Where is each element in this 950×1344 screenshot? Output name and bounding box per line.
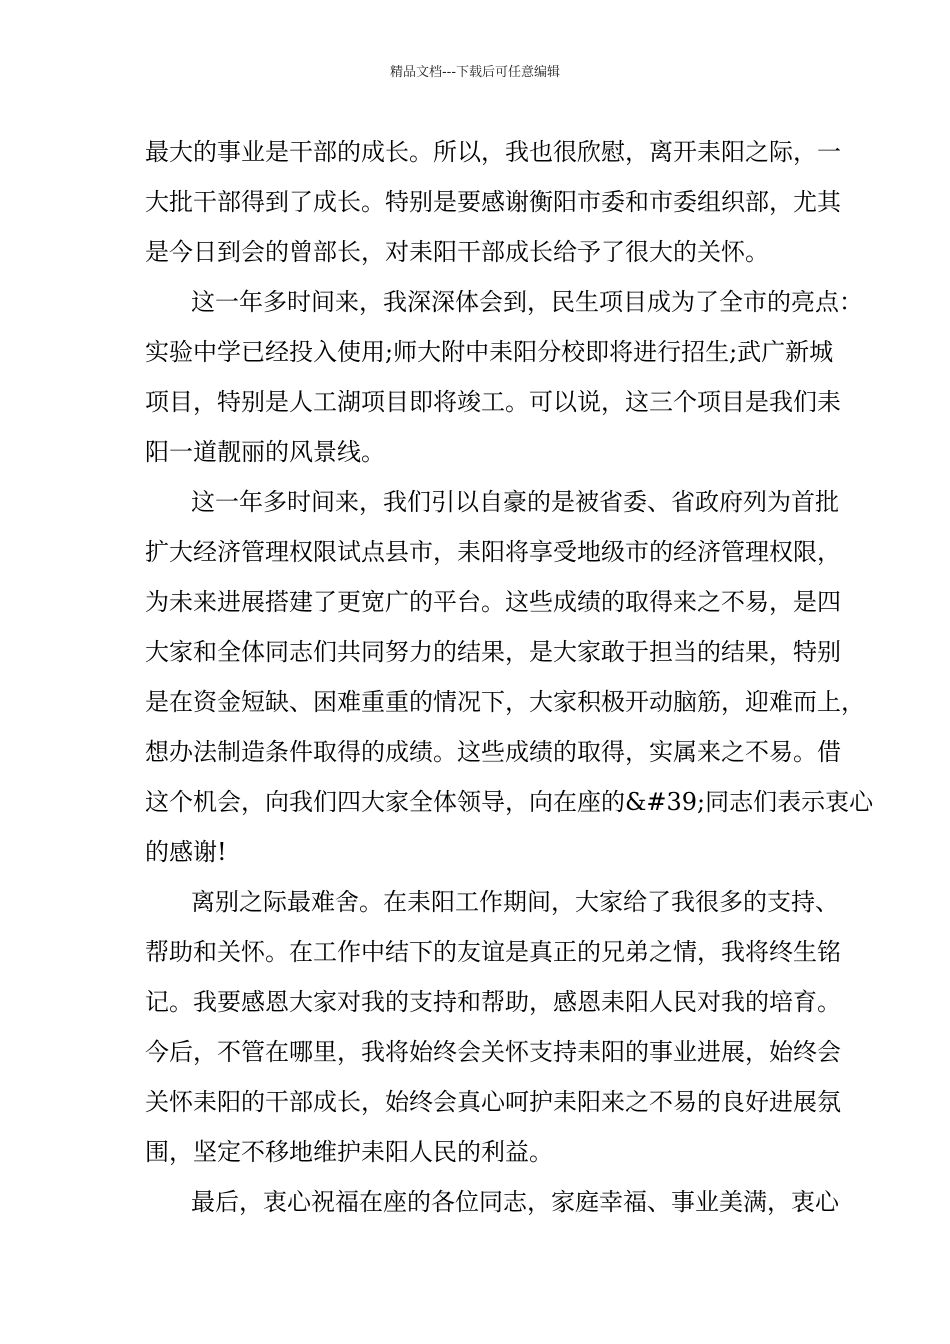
text-line: 这一年多时间来，我们引以自豪的是被省委、省政府列为首批 <box>191 488 839 516</box>
text-line: 最大的事业是干部的成长。所以，我也很欣慰，离开耒阳之际，一 <box>145 138 841 166</box>
text-line: 大家和全体同志们共同努力的结果，是大家敢于担当的结果，特别 <box>145 638 841 666</box>
paragraph <box>145 477 874 877</box>
paragraph <box>145 277 863 477</box>
paragraph <box>145 127 841 277</box>
text-line: 最后，衷心祝福在座的各位同志，家庭幸福、事业美满，衷心 <box>191 1188 839 1216</box>
text-line: 为未来进展搭建了更宽广的平台。这些成绩的取得来之不易，是四 <box>145 588 841 616</box>
text-line: 扩大经济管理权限试点县市，耒阳将享受地级市的经济管理权限， <box>145 538 841 566</box>
text-line: 今后，不管在哪里，我将始终会关怀支持耒阳的事业进展，始终会 <box>145 1038 841 1066</box>
text-line: 想办法制造条件取得的成绩。这些成绩的取得，实属来之不易。借 <box>145 738 841 766</box>
text-line: 围，坚定不移地维护耒阳人民的利益。 <box>145 1138 553 1166</box>
page-header: 精品文档---下载后可任意编辑 <box>389 65 561 80</box>
text-line: 大批干部得到了成长。特别是要感谢衡阳市委和市委组织部，尤其 <box>145 188 841 216</box>
text-line: 项目，特别是人工湖项目即将竣工。可以说，这三个项目是我们耒 <box>145 388 841 416</box>
text-line: 这个机会，向我们四大家全体领导，向在座的&#39;同志们表示衷心 <box>145 788 874 816</box>
text-line: 是在资金短缺、困难重重的情况下，大家积极开动脑筋，迎难而上， <box>145 688 865 716</box>
document-body <box>145 127 874 1227</box>
paragraph <box>145 877 841 1177</box>
text-line: 的感谢! <box>145 838 227 866</box>
text-line: 实验中学已经投入使用;师大附中耒阳分校即将进行招生;武广新城 <box>145 338 834 366</box>
text-line: 关怀耒阳的干部成长，始终会真心呵护耒阳来之不易的良好进展氛 <box>145 1088 841 1116</box>
text-line: 这一年多时间来，我深深体会到，民生项目成为了全市的亮点： <box>191 288 863 316</box>
text-line: 是今日到会的曾部长，对耒阳干部成长给予了很大的关怀。 <box>145 238 769 266</box>
text-line: 帮助和关怀。在工作中结下的友谊是真正的兄弟之情，我将终生铭 <box>145 938 841 966</box>
text-line: 离别之际最难舍。在耒阳工作期间，大家给了我很多的支持、 <box>191 888 839 916</box>
paragraph <box>145 1177 839 1227</box>
text-line: 记。我要感恩大家对我的支持和帮助，感恩耒阳人民对我的培育。 <box>145 988 841 1016</box>
text-line: 阳一道靓丽的风景线。 <box>145 438 385 466</box>
